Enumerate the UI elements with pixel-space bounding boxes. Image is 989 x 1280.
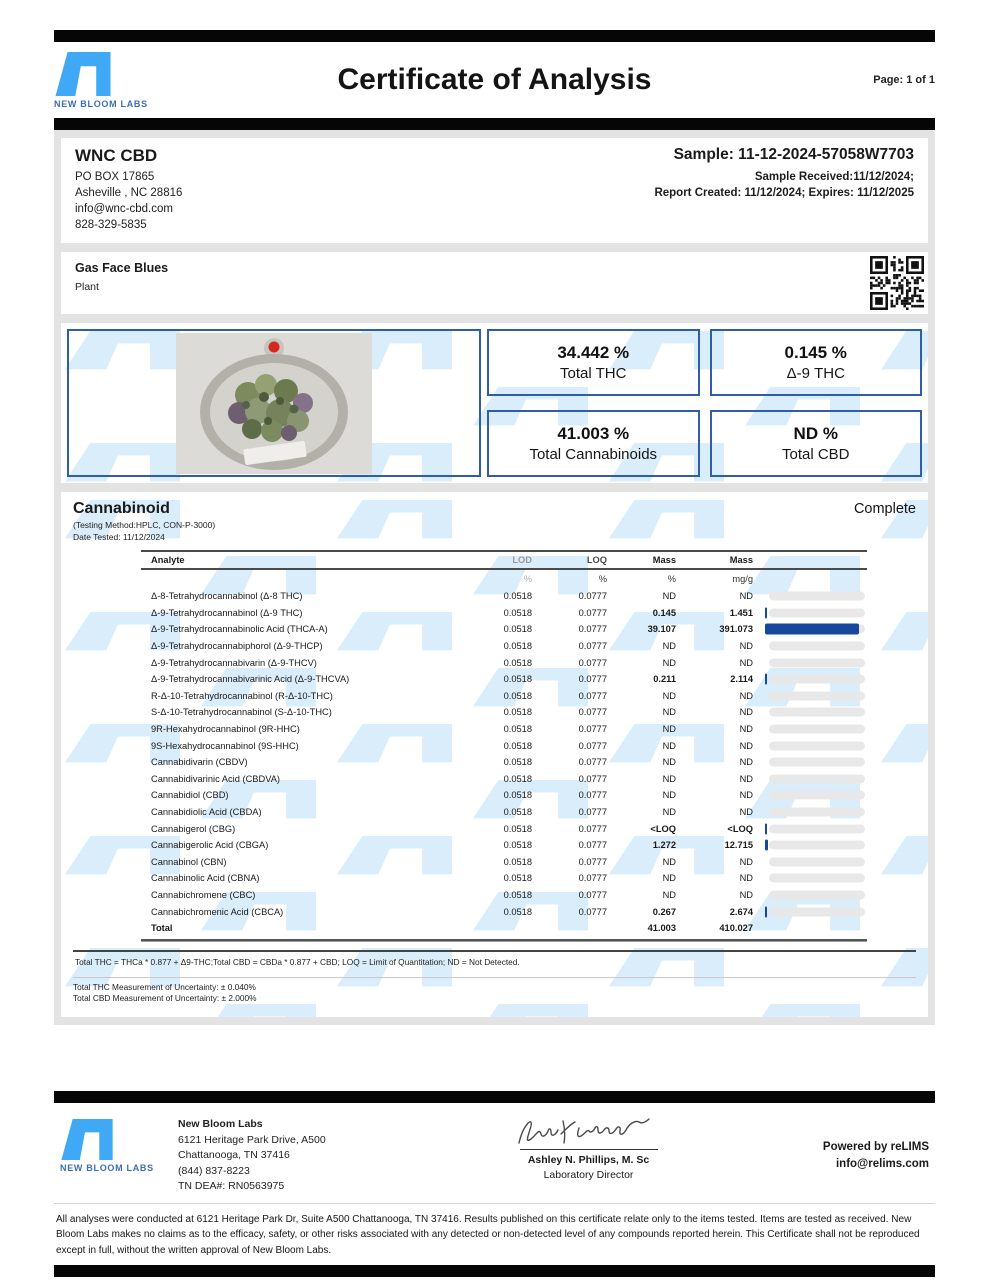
mass-bar [761,837,867,854]
lab-logo [54,52,184,109]
mass-bar [761,854,867,871]
table-units-row [141,570,867,588]
result-label: Δ-9 THC [786,365,845,382]
col-mass-mgg: Mass [729,555,753,565]
new-bloom-arch-icon [60,1119,114,1160]
mass-bar [761,903,867,920]
signature-line [520,1149,658,1150]
cannabinoid-table [141,550,867,942]
table-row: Δ-9-Tetrahydrocannabiphorol (Δ-9-THCP) 0.0518 0.0777 ND ND [141,638,867,655]
product-type: Plant [75,281,99,293]
mass-bar [761,870,867,887]
mass-bar [761,737,867,754]
mass-bar [761,787,867,804]
total-mass-pct: 41.003 [647,923,676,934]
lab-phone: (844) 837-8223 [178,1164,250,1177]
results-card [61,323,928,483]
col-loq: LOQ [586,555,607,565]
mass-bar [761,804,867,821]
table-row: Cannabidivarinic Acid (CBDVA) 0.0518 0.0777 ND ND [141,771,867,788]
mass-bar [761,721,867,738]
footer [54,1103,935,1201]
client-address-line: Asheville , NC 28816 [75,187,183,199]
sample-photo-frame [67,329,481,477]
unit-mass-pct: % [667,574,676,584]
new-bloom-arch-icon [54,52,112,96]
result-value: 0.145 % [784,343,847,362]
uncertainty-notes [73,977,916,1005]
cannabinoid-table-body [141,588,867,920]
masthead [54,42,935,118]
report-dates: Report Created: 11/12/2024; Expires: 11/12/2025 [654,187,914,199]
table-end-rule [141,939,867,942]
signature-icon [513,1113,665,1153]
result-box-total-cannabinoids [487,410,700,477]
result-box-d9-thc [710,329,923,396]
client-phone: 828-329-5835 [75,219,147,231]
cannabinoid-section [61,492,928,1017]
sample-block [654,146,914,233]
mass-bar [761,771,867,788]
signatory-title: Laboratory Director [543,1169,634,1182]
mass-bar [761,754,867,771]
col-analyte: Analyte [151,555,185,565]
lab-logo-wordmark: NEW BLOOM LABS [54,98,148,109]
total-mass-mgg: 410.027 [719,923,753,934]
thc-uncertainty: Total THC Measurement of Uncertainty: ± 0.040% [73,981,256,992]
powered-by-label: Powered by reLIMS [822,1141,929,1154]
mass-bar [761,621,867,638]
result-value: 34.442 % [557,343,630,362]
table-total-row [141,920,867,937]
lab-name: New Bloom Labs [178,1118,263,1131]
powered-by-block [749,1113,929,1173]
document-title: Certificate of Analysis [337,63,652,96]
calculation-footnote: Total THC = THCa * 0.877 + Δ9-THC;Total CBD = CBDa * 0.877 + CBD; LOQ = Limit of Quantitation; ND = Not Detected. [73,950,916,967]
table-row: Δ-8-Tetrahydrocannabinol (Δ-8 THC) 0.0518 0.0777 ND ND [141,588,867,605]
header-divider-bar [54,118,935,130]
table-row: R-Δ-10-Tetrahydrocannabinol (R-Δ-10-THC) 0.0518 0.0777 ND ND [141,688,867,705]
table-header-row [141,550,867,570]
table-row: Cannabichromene (CBC) 0.0518 0.0777 ND ND [141,887,867,904]
mass-bar [761,887,867,904]
lab-address-block [178,1113,428,1195]
lab-dea-number: TN DEA#: RN0563975 [178,1180,285,1193]
client-sample-card [61,138,928,243]
table-row: Cannabinol (CBN) 0.0518 0.0777 ND ND [141,854,867,871]
result-value: 41.003 % [557,424,630,443]
result-box-total-cbd [710,410,923,477]
top-border-bar [54,30,935,42]
table-row: Cannabigerolic Acid (CBGA) 0.0518 0.0777 1.272 12.715 [141,837,867,854]
date-tested: Date Tested: 11/12/2024 [73,532,165,542]
table-row: Cannabidivarin (CBDV) 0.0518 0.0777 ND ND [141,754,867,771]
lab-address-line: Chattanooga, TN 37416 [178,1149,290,1162]
mass-bar [761,588,867,605]
section-status: Complete [853,501,916,517]
footer-divider-bar [54,1091,935,1103]
mass-bar [761,704,867,721]
col-lod: LOD [512,555,532,565]
unit-lod: % [523,574,532,584]
result-box-total-thc [487,329,700,396]
product-name: Gas Face Blues [75,261,169,275]
disclaimer-text: All analyses were conducted at 6121 Heritage Park Dr, Suite A500 Chattanooga, TN 37416. Results published on this certificate relate only to the items tested. Items are tested as received. New Bloom Labs makes no claims as to the efficacy, safety, or other risks associated with any detected or non-detected level of any compounds reported herein. This Certificate shall not be reproduced except in full, without the written approval of New Bloom Labs. [56,1213,920,1256]
sample-photo [176,333,372,474]
section-title: Cannabinoid [73,500,170,517]
table-row: Cannabichromenic Acid (CBCA) 0.0518 0.0777 0.267 2.674 [141,903,867,920]
table-row: Cannabinolic Acid (CBNA) 0.0518 0.0777 ND ND [141,870,867,887]
lab-logo-wordmark: NEW BLOOM LABS [60,1163,154,1174]
client-name: WNC CBD [75,146,158,165]
bottom-border-bar [54,1265,935,1277]
mass-bar [761,605,867,622]
unit-mass-mgg: mg/g [732,574,753,584]
sample-received-date: Sample Received:11/12/2024; [754,171,914,183]
result-label: Total Cannabinoids [529,446,658,463]
cbd-uncertainty: Total CBD Measurement of Uncertainty: ± 2.000% [73,993,257,1004]
footer-lab-logo [60,1113,178,1173]
mass-bar [761,671,867,688]
table-row: Cannabigerol (CBG) 0.0518 0.0777 <LOQ <LOQ [141,820,867,837]
signatory-name: Ashley N. Phillips, M. Sc [527,1154,650,1167]
lab-address-line: 6121 Heritage Park Drive, A500 [178,1133,326,1146]
page-number: Page: 1 of 1 [873,74,935,86]
table-row: 9R-Hexahydrocannabinol (9R-HHC) 0.0518 0.0777 ND ND [141,721,867,738]
mass-bar [761,654,867,671]
product-card [61,252,928,314]
sample-id: Sample: 11-12-2024-57058W7703 [673,146,914,163]
table-row: Δ-9-Tetrahydrocannabivarin (Δ-9-THCV) 0.0518 0.0777 ND ND [141,654,867,671]
signature-block [428,1113,749,1181]
client-block [75,146,182,233]
mass-bar [761,820,867,837]
client-address-line: PO BOX 17865 [75,171,155,183]
testing-method: (Testing Method:HPLC, CON-P-3000) [73,520,216,530]
table-row: Cannabidiol (CBD) 0.0518 0.0777 ND ND [141,787,867,804]
qr-code [870,256,924,310]
table-row: 9S-Hexahydrocannabinol (9S-HHC) 0.0518 0.0777 ND ND [141,737,867,754]
table-row: Δ-9-Tetrahydrocannabinol (Δ-9 THC) 0.0518 0.0777 0.145 1.451 [141,605,867,622]
result-value: ND % [793,424,838,443]
body-panel [54,130,935,1025]
relims-email-link[interactable]: info@relims.com [835,1158,929,1171]
total-label: Total [151,923,173,934]
client-email-link[interactable]: info@wnc-cbd.com [75,203,173,215]
unit-loq: % [598,574,607,584]
table-row: Δ-9-Tetrahydrocannabinolic Acid (THCA-A) 0.0518 0.0777 39.107 391.073 [141,621,867,638]
table-row: Δ-9-Tetrahydrocannabivarinic Acid (Δ-9-THCVA) 0.0518 0.0777 0.211 2.114 [141,671,867,688]
table-row: Cannabidiolic Acid (CBDA) 0.0518 0.0777 ND ND [141,804,867,821]
mass-bar [761,688,867,705]
table-row: S-Δ-10-Tetrahydrocannabinol (S-Δ-10-THC) 0.0518 0.0777 ND ND [141,704,867,721]
col-mass-pct: Mass [652,555,676,565]
result-label: Total THC [560,365,627,382]
headline-results [487,329,922,477]
mass-bar [761,638,867,655]
result-label: Total CBD [781,446,850,463]
